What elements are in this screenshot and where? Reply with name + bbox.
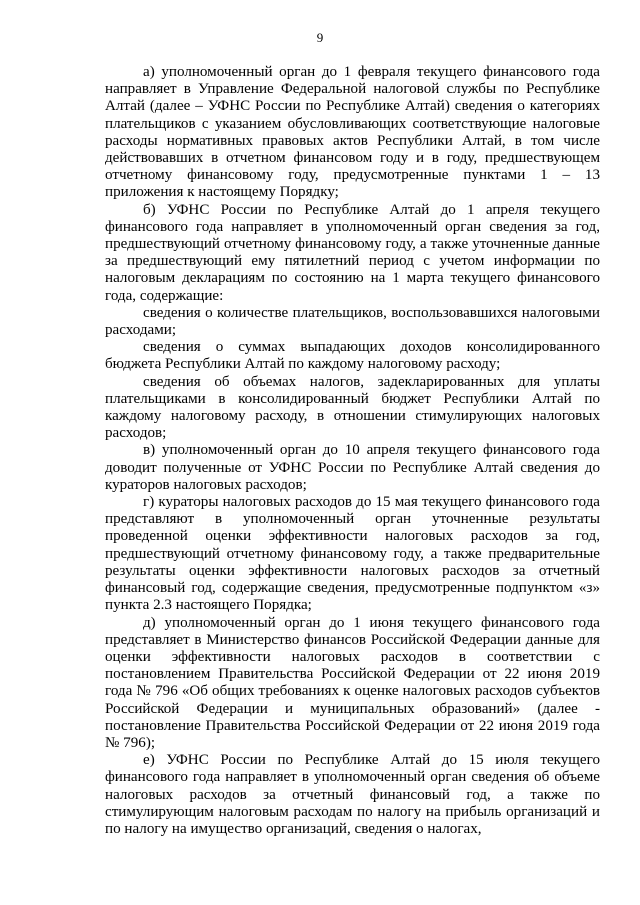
paragraph-b: б) УФНС России по Республике Алтай до 1 апреля текущего финансового года направляет в уполномоченный орган сведения за год, предшествующий отчетному финансовому году, а также уточненные данные за предшествующий ему пятилетний период с учетом информации по налоговым декларациям по состоянию на 1 марта текущего финансового года, содержащие: xyxy=(105,201,600,304)
paragraph-a: а) уполномоченный орган до 1 февраля текущего финансового года направляет в Управление Федеральной налоговой службы по Республике Алтай (далее – УФНС России по Республике Алтай) сведения о категориях плательщиков с указанием обусловливающих соответствующие налоговые расходы нормативных правовых актов Республики Алтай, в том числе действовавших в отчетном финансовом году и в году, предшествующем отчетному финансовому году, предусмотренные пунктами 1 – 13 приложения к настоящему Порядку; xyxy=(105,64,600,201)
paragraph-d: д) уполномоченный орган до 1 июня текущего финансового года представляет в Министерство финансов Российской Федерации данные для оценки эффективности налоговых расходов в соответствии с постановлением Правительства Российской Федерации от 22 июня 2019 года № 796 «Об общих требованиях к оценке налоговых расходов субъектов Российской Федерации и муниципальных образований» (далее - постановление Правительства Российской Федерации от 22 июня 2019 года № 796); xyxy=(105,614,600,751)
paragraph-v: в) уполномоченный орган до 10 апреля текущего финансового года доводит полученные от УФНС России по Республике Алтай сведения до кураторов налоговых расходов; xyxy=(105,442,600,493)
page-body xyxy=(105,64,600,838)
page-number: 9 xyxy=(316,30,324,45)
paragraph-b-item-3: сведения об объемах налогов, задекларированных для уплаты плательщиками в консолидированный бюджет Республики Алтай по каждому налоговому расходу, в отношении стимулирующих налоговых расходов; xyxy=(105,373,600,442)
paragraph-e: е) УФНС России по Республике Алтай до 15 июля текущего финансового года направляет в уполномоченный орган сведения об объеме налоговых расходов за отчетный финансовый год, а также по стимулирующим налоговым расходам по налогу на прибыль организаций и по налогу на имущество организаций, сведения о налогах, xyxy=(105,752,600,837)
paragraph-g: г) кураторы налоговых расходов до 15 мая текущего финансового года представляют в уполномоченный орган уточненные результаты проведенной оценки эффективности налоговых расходов за год, предшествующий отчетному финансовому году, а также предварительные результаты оценки эффективности налоговых расходов за отчетный финансовый год, содержащие сведения, предусмотренные подпунктом «з» пункта 2.3 настоящего Порядка; xyxy=(105,494,600,614)
paragraph-b-item-1: сведения о количестве плательщиков, воспользовавшихся налоговыми расходами; xyxy=(105,304,600,339)
paragraph-b-item-2: сведения о суммах выпадающих доходов консолидированного бюджета Республики Алтай по каждому налоговому расходу; xyxy=(105,339,600,373)
